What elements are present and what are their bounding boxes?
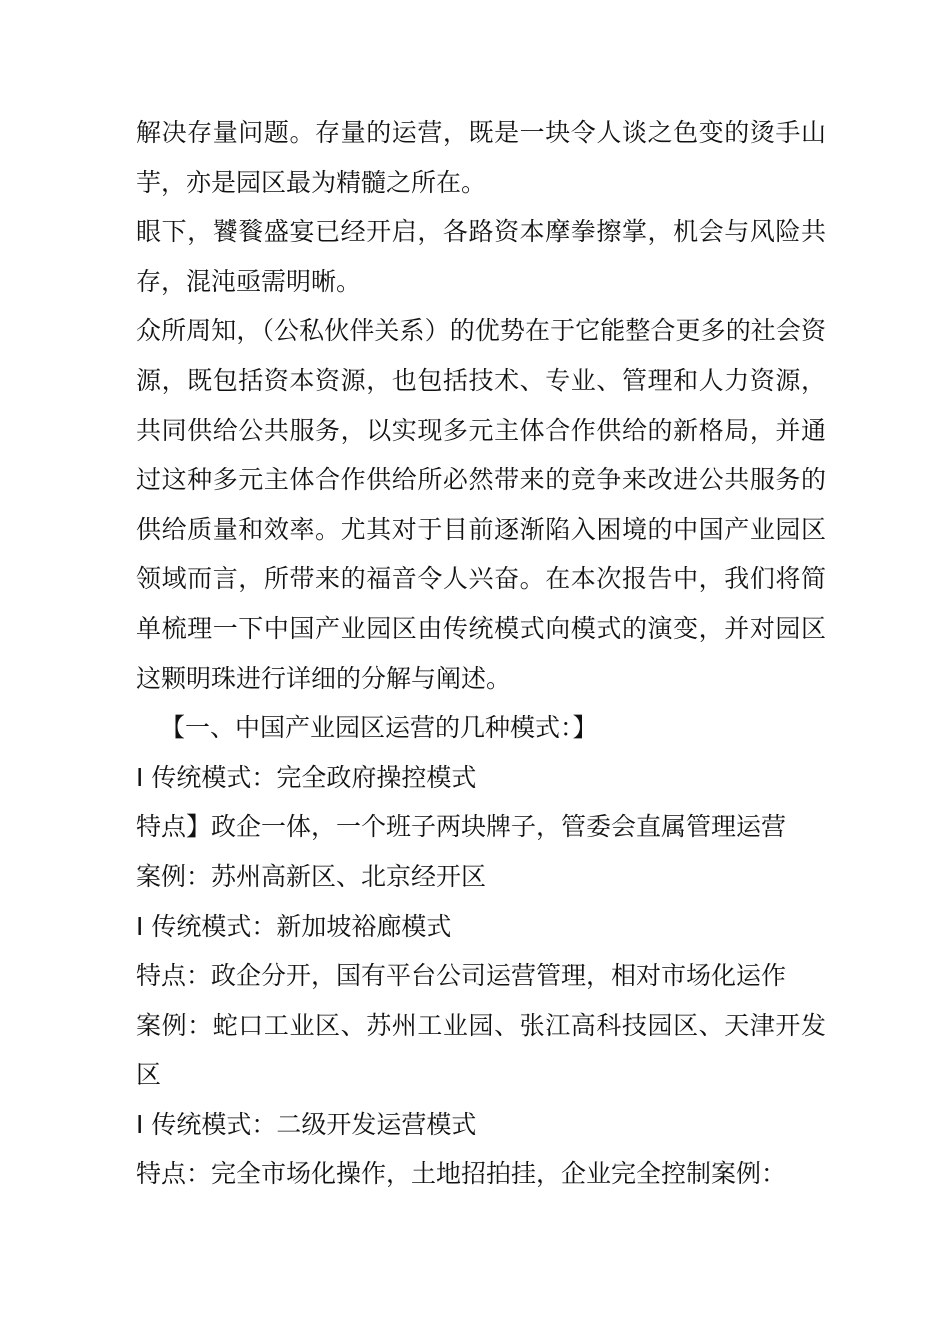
mode-title: I 传统模式：二级开发运营模式: [136, 1109, 477, 1139]
mode-feature: 特点】政企一体，一个班子两块牌子，管委会直属管理运营: [136, 812, 787, 842]
mode-feature: 特点：完全市场化操作，土地招拍挂，企业完全控制案例：: [136, 1159, 787, 1189]
mode-title: I 传统模式：新加坡裕廊模式: [136, 911, 452, 941]
mode-case: 案例：蛇口工业区、苏州工业园、张江高科技园区、天津开发区: [136, 1010, 826, 1090]
paragraph-ppp-advantage: 众所周知，（公私伙伴关系）的优势在于它能整合更多的社会资源，既包括资本资源，也包括技术、专业、管理和人力资源，共同供给公共服务，以实现多元主体合作供给的新格局，并通过这种多元主体合作供给所必然带来的竞争来改进公共服务的供给质量和效率。尤其对于目前逐渐陷入困境的中国产业园区领域而言，所带来的福音令人兴奋。在本次报告中，我们将简单梳理一下中国产业园区由传统模式向模式的演变，并对园区这颗明珠进行详细的分解与阐述。: [136, 316, 826, 693]
paragraph-stock-operation: 解决存量问题。存量的运营，既是一块令人谈之色变的烫手山芋，亦是园区最为精髓之所在。: [136, 118, 826, 197]
mode-feature: 特点：政企分开，国有平台公司运营管理，相对市场化运作: [136, 961, 787, 991]
mode-case: 案例：苏州高新区、北京经开区: [136, 861, 487, 891]
paragraph-capital-feast: 眼下，饕餮盛宴已经开启，各路资本摩拳擦掌，机会与风险共存，混沌亟需明晰。: [136, 217, 826, 296]
mode-title: I 传统模式：完全政府操控模式: [136, 762, 477, 792]
document-body: [136, 108, 826, 1199]
section-heading: 【一、中国产业园区运营的几种模式：】: [160, 713, 598, 743]
